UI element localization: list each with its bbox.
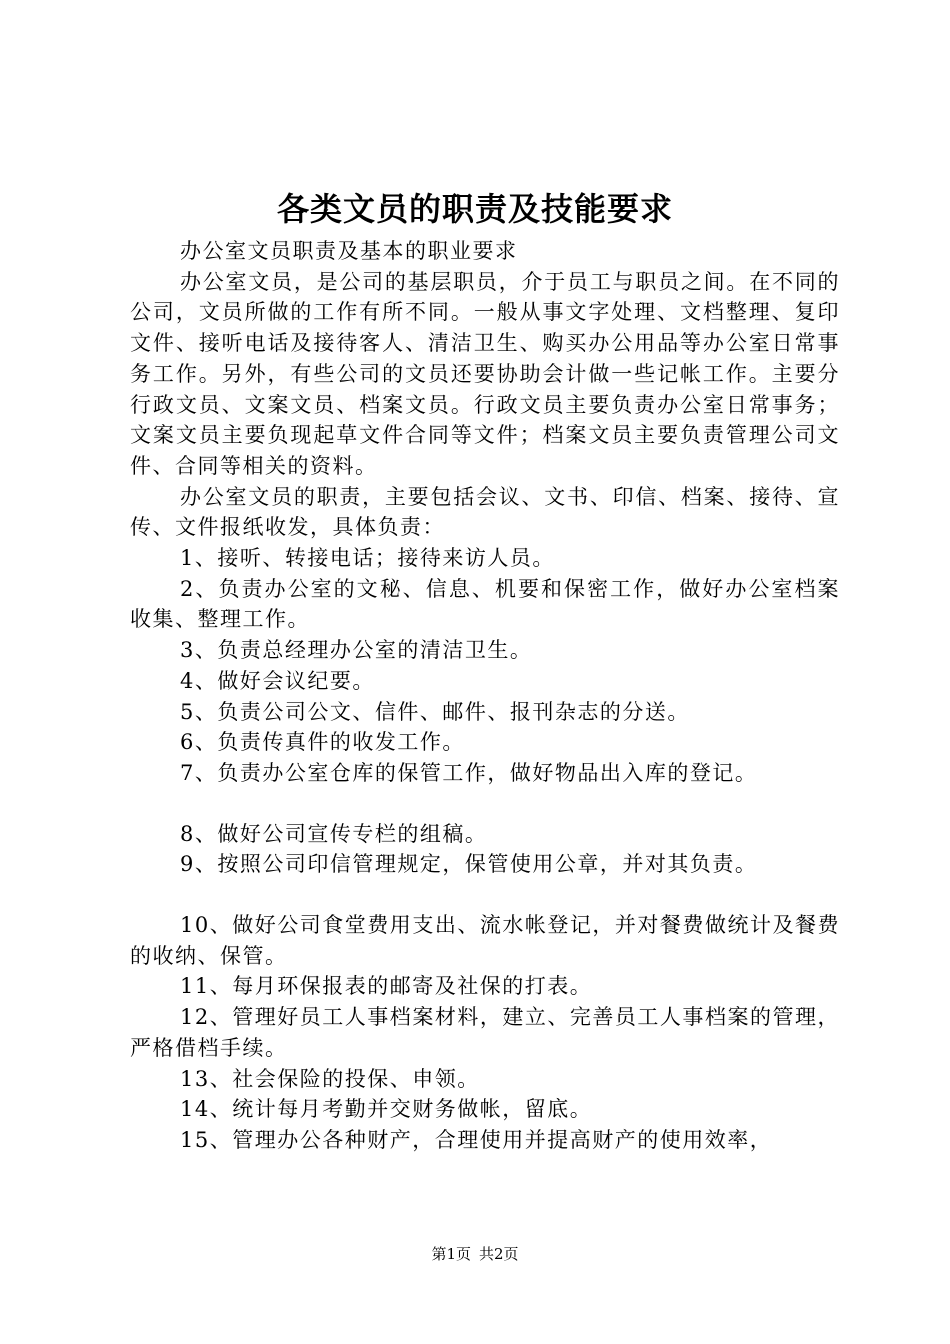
paragraph-intro: 办公室文员，是公司的基层职员，介于员工与职员之间。在不同的公司，文员所做的工作有所不同。一般从事文字处理、文档整理、复印文件、接听电话及接待客人、清洁卫生、购买办公用品等办公室日常事务工作。另外，有些公司的文员还要协助会计做一些记帐工作。主要分行政文员、文案文员、档案文员。行政文员主要负责办公室日常事务；文案文员主要负现起草文件合同等文件；档案文员主要负责管理公司文件、合同等相关的资料。 xyxy=(130,269,840,478)
list-item: 1、接听、转接电话；接待来访人员。 xyxy=(180,546,555,571)
list-item: 13、社会保险的投保、申领。 xyxy=(180,1066,480,1091)
list-item: 12、管理好员工人事档案材料，建立、完善员工人事档案的管理，严格借档手续。 xyxy=(130,1005,840,1060)
document-body xyxy=(130,236,840,1156)
paragraph-heading: 办公室文员职责及基本的职业要求 xyxy=(180,239,518,263)
document-title: 各类文员的职责及技能要求 xyxy=(276,190,673,228)
list-item: 2、负责办公室的文秘、信息、机要和保密工作，做好办公室档案收集、整理工作。 xyxy=(130,576,840,632)
list-item: 7、负责办公室仓库的保管工作，做好物品出入库的登记。 xyxy=(180,760,758,785)
paragraph-duties-intro: 办公室文员的职责，主要包括会议、文书、印信、档案、接待、宣传、文件报纸收发，具体负责： xyxy=(130,484,840,540)
list-item: 10、做好公司食堂费用支出、流水帐登记，并对餐费做统计及餐费的收纳、保管。 xyxy=(130,913,840,968)
list-item: 6、负责传真件的收发工作。 xyxy=(180,730,465,755)
list-item: 11、每月环保报表的邮寄及社保的打表。 xyxy=(180,974,593,999)
list-item: 5、负责公司公文、信件、邮件、报刊杂志的分送。 xyxy=(180,699,690,724)
page-total: 共2页 xyxy=(479,1245,519,1263)
list-item: 3、负责总经理办公室的清洁卫生。 xyxy=(180,638,533,663)
list-item: 15、管理办公各种财产，合理使用并提高财产的使用效率， xyxy=(180,1127,773,1152)
list-item: 8、做好公司宣传专栏的组稿。 xyxy=(180,821,488,846)
list-item: 9、按照公司印信管理规定，保管使用公章，并对其负责。 xyxy=(180,852,758,877)
page-number: 第1页 xyxy=(431,1245,471,1263)
page-footer xyxy=(0,1244,950,1264)
list-item: 4、做好会议纪要。 xyxy=(180,668,375,693)
list-item: 14、统计每月考勤并交财务做帐，留底。 xyxy=(180,1097,593,1122)
